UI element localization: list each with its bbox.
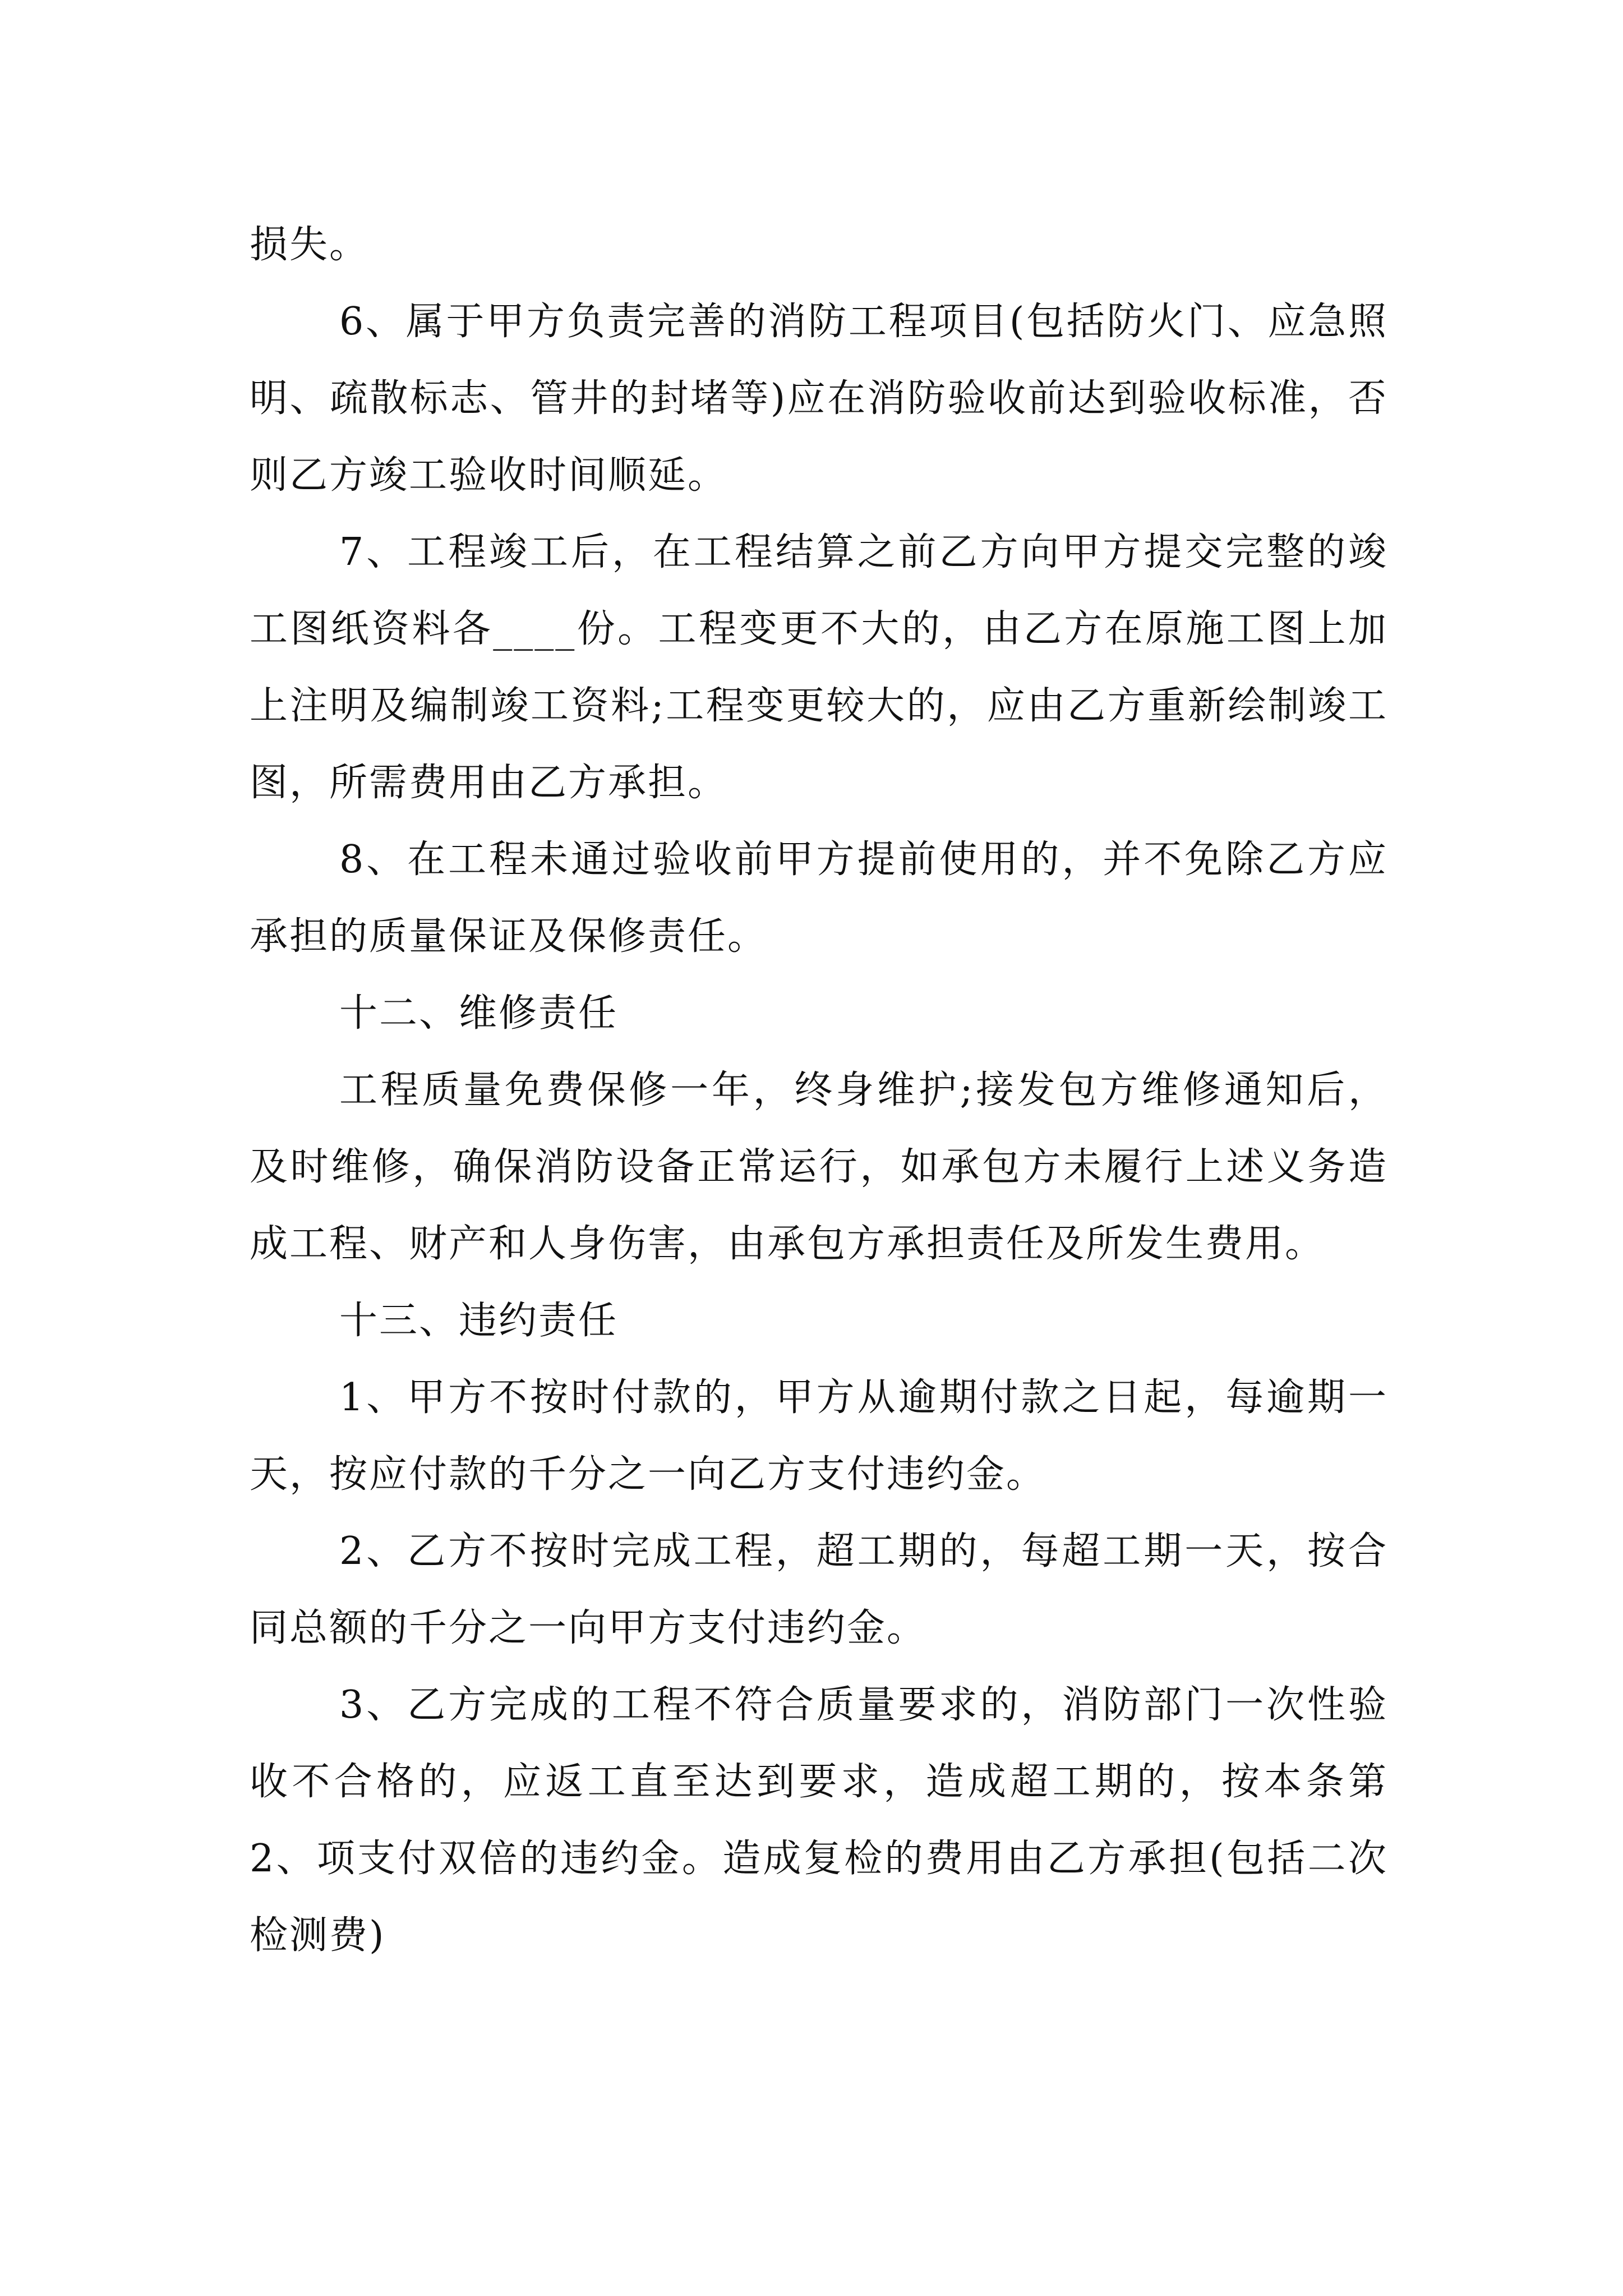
- paragraph-loss: 损失。: [250, 223, 370, 267]
- paragraph-breach-1: 1、甲方不按时付款的，甲方从逾期付款之日起，每逾期一天，按应付款的千分之一向乙方支付违约金。: [250, 1375, 1388, 1497]
- paragraph-item-8: 8、在工程未通过验收前甲方提前使用的，并不免除乙方应承担的质量保证及保修责任。: [250, 838, 1388, 959]
- paragraph-maintenance: 工程质量免费保修一年，终身维护;接发包方维修通知后，及时维修，确保消防设备正常运行，如承包方未履行上述义务造成工程、财产和人身伤害，由承包方承担责任及所发生费用。: [250, 1068, 1388, 1266]
- document-body: [250, 206, 1388, 1974]
- paragraph-item-6: 6、属于甲方负责完善的消防工程项目(包括防火门、应急照明、疏散标志、管井的封堵等)应在消防验收前达到验收标准，否则乙方竣工验收时间顺延。: [250, 300, 1388, 498]
- paragraph-breach-2: 2、乙方不按时完成工程，超工期的，每超工期一天，按合同总额的千分之一向甲方支付违约金。: [250, 1529, 1388, 1650]
- paragraph-breach-3: 3、乙方完成的工程不符合质量要求的，消防部门一次性验收不合格的，应返工直至达到要求，造成超工期的，按本条第2、项支付双倍的违约金。造成复检的费用由乙方承担(包括二次检测费): [250, 1683, 1388, 1958]
- section-heading-breach: 十三、违约责任: [339, 1299, 619, 1343]
- paragraph-item-7: 7、工程竣工后，在工程结算之前乙方向甲方提交完整的竣工图纸资料各____份。工程变更不大的，由乙方在原施工图上加上注明及编制竣工资料;工程变更较大的，应由乙方重新绘制竣工图，所需费用由乙方承担。: [250, 530, 1388, 805]
- section-heading-maintenance: 十二、维修责任: [339, 991, 619, 1036]
